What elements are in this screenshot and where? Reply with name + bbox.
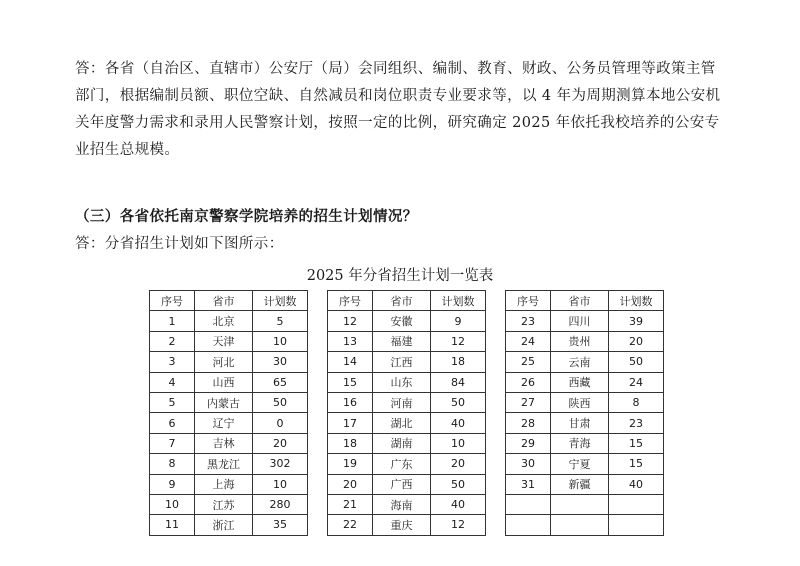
row-number: 28 — [506, 413, 551, 433]
table-row — [150, 392, 308, 412]
table-row — [506, 494, 664, 514]
table-header-row — [328, 291, 486, 311]
province-name: 西藏 — [551, 372, 609, 392]
plan-count: 10 — [253, 331, 308, 351]
plan-count: 24 — [609, 372, 664, 392]
row-number: 7 — [150, 433, 195, 453]
province-name: 安徽 — [373, 311, 431, 331]
province-name: 山东 — [373, 372, 431, 392]
province-name: 青海 — [551, 433, 609, 453]
plan-count: 12 — [431, 515, 486, 535]
row-number: 6 — [150, 413, 195, 433]
plan-count: 10 — [253, 474, 308, 494]
column-header: 计划数 — [431, 291, 486, 311]
table-row — [150, 494, 308, 514]
plan-count: 30 — [253, 352, 308, 372]
plan-count: 0 — [253, 413, 308, 433]
row-number: 11 — [150, 515, 195, 535]
table-row — [328, 352, 486, 372]
table-row — [506, 515, 664, 535]
answer-intro: 答：分省招生计划如下图所示： — [75, 236, 284, 252]
row-number — [506, 515, 551, 535]
province-name: 河北 — [195, 352, 253, 372]
enrollment-table-2 — [327, 290, 486, 536]
row-number: 8 — [150, 454, 195, 474]
row-number: 14 — [328, 352, 373, 372]
table-row — [150, 352, 308, 372]
plan-count: 20 — [609, 331, 664, 351]
plan-count: 20 — [431, 454, 486, 474]
plan-count: 65 — [253, 372, 308, 392]
table-row — [328, 433, 486, 453]
province-name: 内蒙古 — [195, 392, 253, 412]
row-number: 30 — [506, 454, 551, 474]
table-row — [506, 474, 664, 494]
table-row — [506, 331, 664, 351]
province-name: 甘肃 — [551, 413, 609, 433]
province-name: 北京 — [195, 311, 253, 331]
row-number: 13 — [328, 331, 373, 351]
plan-count: 40 — [431, 494, 486, 514]
table-row — [150, 413, 308, 433]
province-name: 重庆 — [373, 515, 431, 535]
plan-count: 23 — [609, 413, 664, 433]
plan-count: 9 — [431, 311, 486, 331]
plan-count: 40 — [609, 474, 664, 494]
column-header: 省市 — [551, 291, 609, 311]
row-number — [506, 494, 551, 514]
plan-count: 50 — [609, 352, 664, 372]
answer-paragraph: 答：各省（自治区、直辖市）公安厅（局）会同组织、编制、教育、财政、公务员管理等政策主管部门，根据编制员额、职位空缺、自然减员和岗位职责专业要求等，以 4 年为周期测算本地公安机关年度警力需求和录用人民警察计划，按照一定的比例，研究确定 2025 年依托我校培养的公安专业招生总规模。 — [75, 61, 721, 158]
column-header: 计划数 — [609, 291, 664, 311]
province-name: 海南 — [373, 494, 431, 514]
plan-count: 35 — [253, 515, 308, 535]
enrollment-tables — [149, 290, 664, 536]
table-row — [506, 372, 664, 392]
plan-count: 15 — [609, 454, 664, 474]
plan-count: 84 — [431, 372, 486, 392]
row-number: 1 — [150, 311, 195, 331]
table-row — [150, 515, 308, 535]
table-row — [506, 433, 664, 453]
plan-count: 8 — [609, 392, 664, 412]
table-row — [328, 515, 486, 535]
province-name: 贵州 — [551, 331, 609, 351]
province-name — [551, 515, 609, 535]
province-name: 四川 — [551, 311, 609, 331]
plan-count: 50 — [431, 392, 486, 412]
plan-count: 280 — [253, 494, 308, 514]
table-row — [506, 413, 664, 433]
plan-count: 18 — [431, 352, 486, 372]
province-name: 上海 — [195, 474, 253, 494]
table-row — [150, 372, 308, 392]
row-number: 26 — [506, 372, 551, 392]
province-name: 新疆 — [551, 474, 609, 494]
table-row — [328, 372, 486, 392]
row-number: 16 — [328, 392, 373, 412]
plan-count — [609, 494, 664, 514]
row-number: 21 — [328, 494, 373, 514]
province-name: 云南 — [551, 352, 609, 372]
province-name: 黑龙江 — [195, 454, 253, 474]
province-name: 湖北 — [373, 413, 431, 433]
table-title: 2025 年分省招生计划一览表 — [306, 268, 494, 284]
plan-count: 5 — [253, 311, 308, 331]
column-header: 序号 — [150, 291, 195, 311]
row-number: 23 — [506, 311, 551, 331]
row-number: 31 — [506, 474, 551, 494]
row-number: 10 — [150, 494, 195, 514]
table-header-row — [150, 291, 308, 311]
table-row — [506, 454, 664, 474]
table-row — [328, 413, 486, 433]
row-number: 15 — [328, 372, 373, 392]
province-name: 福建 — [373, 331, 431, 351]
plan-count: 302 — [253, 454, 308, 474]
column-header: 序号 — [328, 291, 373, 311]
column-header: 计划数 — [253, 291, 308, 311]
province-name: 宁夏 — [551, 454, 609, 474]
row-number: 5 — [150, 392, 195, 412]
province-name: 浙江 — [195, 515, 253, 535]
row-number: 3 — [150, 352, 195, 372]
enrollment-table-1 — [149, 290, 308, 536]
table-row — [328, 454, 486, 474]
row-number: 24 — [506, 331, 551, 351]
table-row — [150, 311, 308, 331]
province-name: 辽宁 — [195, 413, 253, 433]
row-number: 20 — [328, 474, 373, 494]
row-number: 29 — [506, 433, 551, 453]
table-row — [150, 474, 308, 494]
plan-count: 40 — [431, 413, 486, 433]
column-header: 省市 — [195, 291, 253, 311]
table-header-row — [506, 291, 664, 311]
table-row — [506, 352, 664, 372]
plan-count — [609, 515, 664, 535]
province-name: 广西 — [373, 474, 431, 494]
table-row — [328, 331, 486, 351]
table-row — [506, 392, 664, 412]
province-name: 广东 — [373, 454, 431, 474]
table-row — [150, 433, 308, 453]
province-name: 陕西 — [551, 392, 609, 412]
province-name — [551, 494, 609, 514]
plan-count: 12 — [431, 331, 486, 351]
table-row — [328, 311, 486, 331]
plan-count: 50 — [431, 474, 486, 494]
plan-count: 50 — [253, 392, 308, 412]
row-number: 2 — [150, 331, 195, 351]
province-name: 河南 — [373, 392, 431, 412]
province-name: 山西 — [195, 372, 253, 392]
plan-count: 15 — [609, 433, 664, 453]
row-number: 27 — [506, 392, 551, 412]
province-name: 江西 — [373, 352, 431, 372]
row-number: 12 — [328, 311, 373, 331]
table-row — [328, 494, 486, 514]
table-row — [150, 454, 308, 474]
province-name: 天津 — [195, 331, 253, 351]
row-number: 25 — [506, 352, 551, 372]
row-number: 9 — [150, 474, 195, 494]
row-number: 17 — [328, 413, 373, 433]
plan-count: 10 — [431, 433, 486, 453]
province-name: 吉林 — [195, 433, 253, 453]
row-number: 18 — [328, 433, 373, 453]
enrollment-table-3 — [505, 290, 664, 536]
table-row — [328, 392, 486, 412]
row-number: 22 — [328, 515, 373, 535]
column-header: 省市 — [373, 291, 431, 311]
row-number: 4 — [150, 372, 195, 392]
row-number: 19 — [328, 454, 373, 474]
table-row — [328, 474, 486, 494]
table-row — [506, 311, 664, 331]
plan-count: 20 — [253, 433, 308, 453]
plan-count: 39 — [609, 311, 664, 331]
province-name: 湖南 — [373, 433, 431, 453]
table-row — [150, 331, 308, 351]
section-question: （三）各省依托南京警察学院培养的招生计划情况？ — [75, 208, 418, 225]
province-name: 江苏 — [195, 494, 253, 514]
column-header: 序号 — [506, 291, 551, 311]
